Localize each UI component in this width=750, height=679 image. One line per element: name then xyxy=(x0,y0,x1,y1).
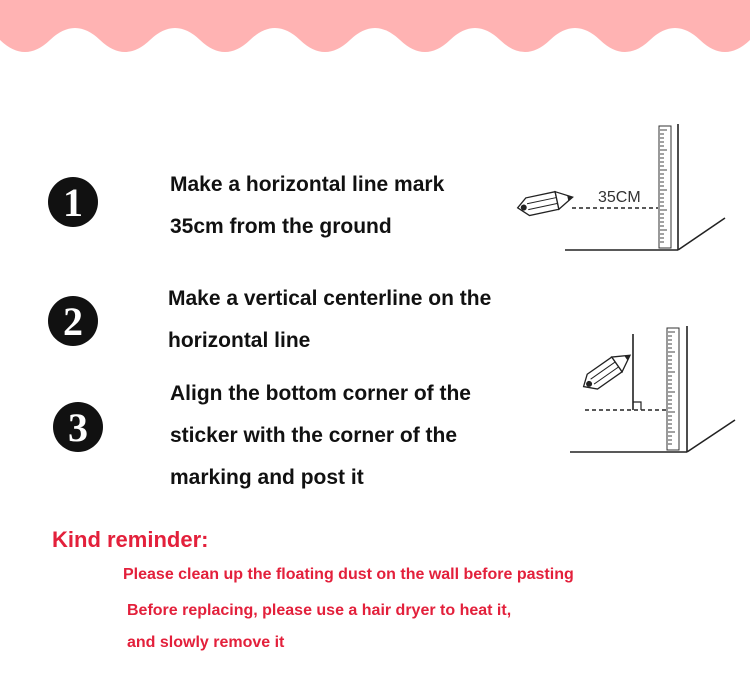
step-2-number: 2 xyxy=(63,298,83,344)
step-3-text-line-1: Align the bottom corner of the xyxy=(170,382,471,405)
measure-label: 35CM xyxy=(598,189,641,206)
step-1-number: 1 xyxy=(63,179,83,225)
step-3-number-badge xyxy=(53,402,103,452)
step-2-text-line-1: Make a vertical centerline on the xyxy=(168,287,492,310)
ruler-icon xyxy=(667,328,679,450)
pencil-icon xyxy=(516,188,575,217)
reminder-line-3: and slowly remove it xyxy=(127,634,285,651)
vertical-centerline-illustration xyxy=(565,322,745,457)
step-1-text-line-1: Make a horizontal line mark xyxy=(170,173,445,196)
step-3-number: 3 xyxy=(68,404,88,450)
step-1-number-badge xyxy=(48,177,98,227)
right-angle-icon xyxy=(633,402,641,410)
step-3-text-line-2: sticker with the corner of the xyxy=(170,424,458,447)
pencil-icon xyxy=(579,348,635,395)
step-1-text-line-2: 35cm from the ground xyxy=(170,215,392,238)
wavy-header-decoration xyxy=(0,0,750,70)
wall-corner-lines xyxy=(565,124,725,250)
reminder-line-2: Before replacing, please use a hair dryer to heat it, xyxy=(127,602,512,619)
step-2-number-badge xyxy=(48,296,98,346)
ruler-icon xyxy=(659,126,671,248)
step-2-text-line-2: horizontal line xyxy=(168,329,311,352)
reminder-title: Kind reminder: xyxy=(52,527,209,552)
wave-shape xyxy=(0,0,750,52)
reminder-line-1: Please clean up the floating dust on the wall before pasting xyxy=(123,566,574,583)
step-3-text-line-3: marking and post it xyxy=(170,466,364,489)
horizontal-mark-illustration xyxy=(510,120,740,260)
